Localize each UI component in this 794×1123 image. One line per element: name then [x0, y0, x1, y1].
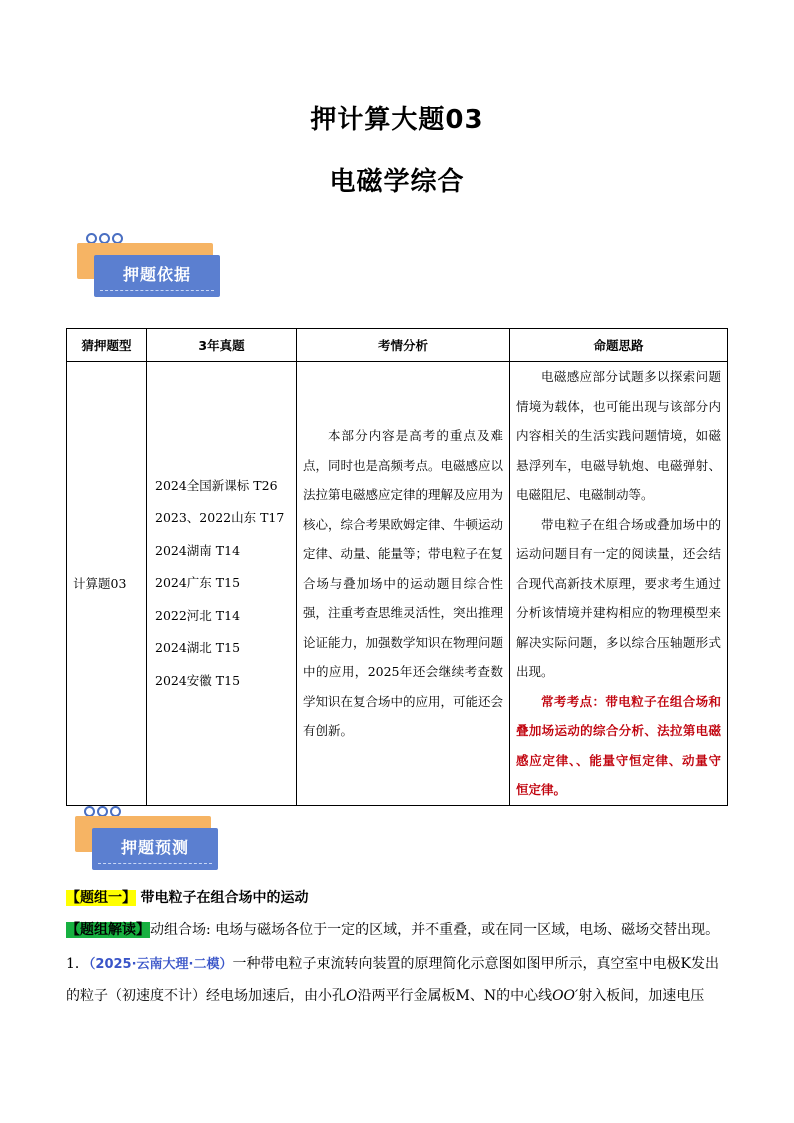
header-years: 3年真题	[147, 329, 297, 362]
table-row	[67, 362, 728, 806]
explain-text: 动组合场: 电场与磁场各位于一定的区域，并不重叠，或在同一区域，电场、磁场交替出现。	[150, 922, 720, 938]
exam-analysis-table	[66, 328, 728, 806]
page-subtitle: 电磁学综合	[329, 167, 465, 197]
past-exam-item: 2023、2022山东 T17	[155, 510, 285, 525]
question-source: （2025·云南大理·二模）	[88, 957, 233, 972]
question-line-2	[66, 985, 704, 1005]
idea-paragraph: 电磁感应部分试题多以探索问题情境为载体，也可能出现与该部分内内容相关的生活实践问题情境，如磁悬浮列车，电磁导轨炮、电磁弹射、电磁阻尼、电磁制动等。	[516, 369, 721, 502]
section-banner-prediction	[64, 806, 224, 876]
group-title: 带电粒子在组合场中的运动	[140, 890, 309, 906]
header-idea: 命题思路	[510, 329, 728, 362]
question-text: 沿两平行金属板M、N的中心线	[357, 988, 553, 1004]
key-points-highlight: 常考考点：带电粒子在组合场和叠加场运动的综合分析、法拉第电磁感应定律、、能量守恒定律、动量守恒定律。	[516, 693, 721, 797]
past-exam-item: 2024广东 T15	[155, 575, 241, 590]
question-text: 的粒子（初速度不计）经电场加速后，由小孔	[66, 988, 346, 1004]
question-text: 一种带电粒子束流转向装置的原理简化示意图如图甲所示，真空室中电极K发出	[232, 956, 719, 972]
group-tag: 【题组一】	[66, 890, 136, 906]
group-explanation	[66, 919, 719, 939]
analysis-cell: 本部分内容是高考的重点及难点，同时也是高频考点。电磁感应以法拉第电磁感应定律的理解及应用为核心，综合考果欧姆定律、牛顿运动定律、动量、能量等；带电粒子在复合场与叠加场中的运动题目综合性强，注重考查思维灵活性，突出推理论证能力，加强数学知识在物理问题中的应用，2025年还会继续考查数学知识在复合场中的应用，可能还会有创新。	[297, 362, 510, 806]
past-exam-item: 2024全国新课标 T26	[155, 477, 278, 493]
past-exam-item: 2024安徽 T15	[155, 672, 241, 688]
variable-o: O	[346, 988, 358, 1004]
question-number: 1．	[66, 956, 89, 972]
past-exams-cell	[147, 362, 297, 806]
group-heading	[66, 887, 308, 907]
past-exam-item: 2022河北 T14	[155, 607, 241, 623]
section-label: 押题依据	[122, 265, 191, 284]
question-line-1	[66, 953, 719, 973]
past-exam-item: 2024湖南 T14	[155, 542, 241, 558]
question-type-cell: 计算题03	[67, 362, 147, 806]
header-analysis: 考情分析	[297, 329, 510, 362]
question-text: 射入板间，加速电压	[578, 988, 705, 1004]
section-banner-basis	[66, 233, 226, 303]
idea-cell	[510, 362, 728, 806]
variable-oo: OO′	[552, 988, 579, 1004]
page-title: 押计算大题03	[310, 105, 484, 135]
idea-paragraph: 带电粒子在组合场或叠加场中的运动问题目有一定的阅读量，还会结合现代高新技术原理，要求考生通过分析该情境并建构相应的物理模型来解决实际问题，多以综合压轴题形式出现。	[516, 516, 721, 679]
past-exam-item: 2024湖北 T15	[155, 640, 241, 655]
table-header-row	[67, 329, 728, 362]
section-label: 押题预测	[120, 838, 189, 857]
explain-tag: 【题组解读】	[66, 922, 150, 938]
header-type: 猜押题型	[67, 329, 147, 362]
